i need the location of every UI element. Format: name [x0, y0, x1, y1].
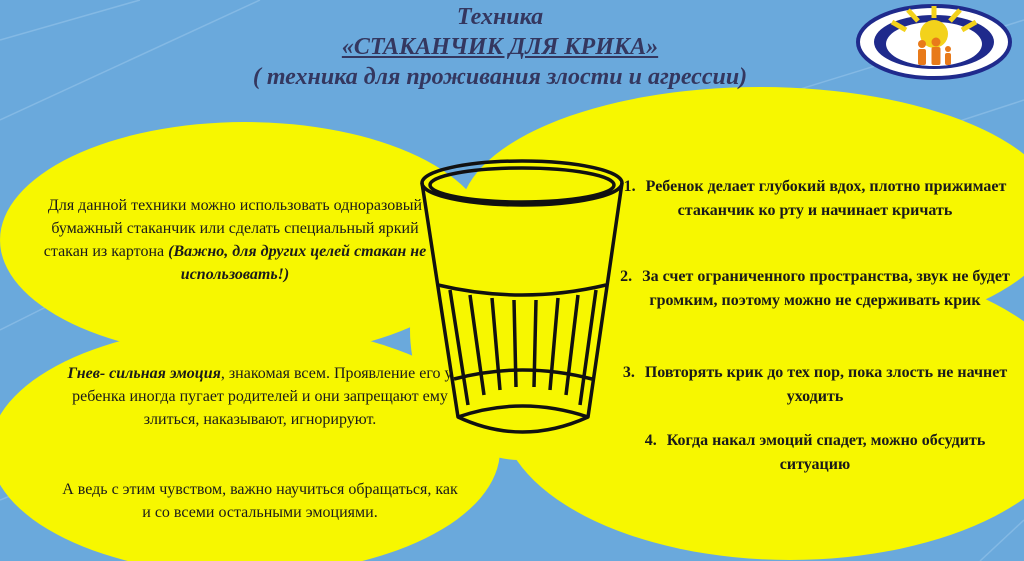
- step-text: Ребенок делает глубокий вдох, плотно прижимает стаканчик ко рту и начинает кричать: [645, 178, 1007, 219]
- sun-family-logo: [856, 4, 1012, 80]
- step-number: 3.: [622, 364, 635, 381]
- list-item: [615, 429, 1015, 477]
- step-text: За счет ограниченного пространства, звук не будет громким, поэтому можно не сдерживать крик: [642, 268, 1010, 309]
- list-item: [615, 175, 1015, 223]
- title-line-1: Техника: [456, 4, 544, 30]
- anger-text: , знакомая всем. Проявление его у ребенка иногда пугает родителей и они запрещают ему злиться, наказывают, игнорируют.: [72, 365, 453, 428]
- intro-paragraph: [40, 194, 430, 286]
- intro-text: Для данной техники можно использовать одноразовый бумажный стаканчик или сделать специальный яркий стакан из картона: [43, 197, 423, 260]
- title-line-2: «СТАКАНЧИК ДЛЯ КРИКА»: [341, 34, 659, 60]
- list-item: [615, 361, 1015, 409]
- step-text: Повторять крик до тех пор, пока злость не начнет уходить: [644, 364, 1008, 405]
- list-item: [615, 265, 1015, 313]
- step-text: Когда накал эмоций спадет, можно обсудить ситуацию: [666, 432, 986, 473]
- title-block: [150, 2, 850, 92]
- title-line-3: ( техника для проживания злости и агрессии): [252, 64, 748, 90]
- step-number: 1.: [623, 178, 636, 195]
- anger-paragraph: [60, 362, 460, 431]
- anger-emphasis: Гнев- сильная эмоция: [67, 365, 221, 382]
- closing-paragraph: А ведь с этим чувством, важно научиться обращаться, как и со всеми остальными эмоциями.: [62, 481, 458, 521]
- intro-note: (Важно, для других целей стакан не использовать!): [168, 243, 427, 283]
- step-number: 4.: [644, 432, 657, 449]
- step-number: 2.: [620, 268, 633, 285]
